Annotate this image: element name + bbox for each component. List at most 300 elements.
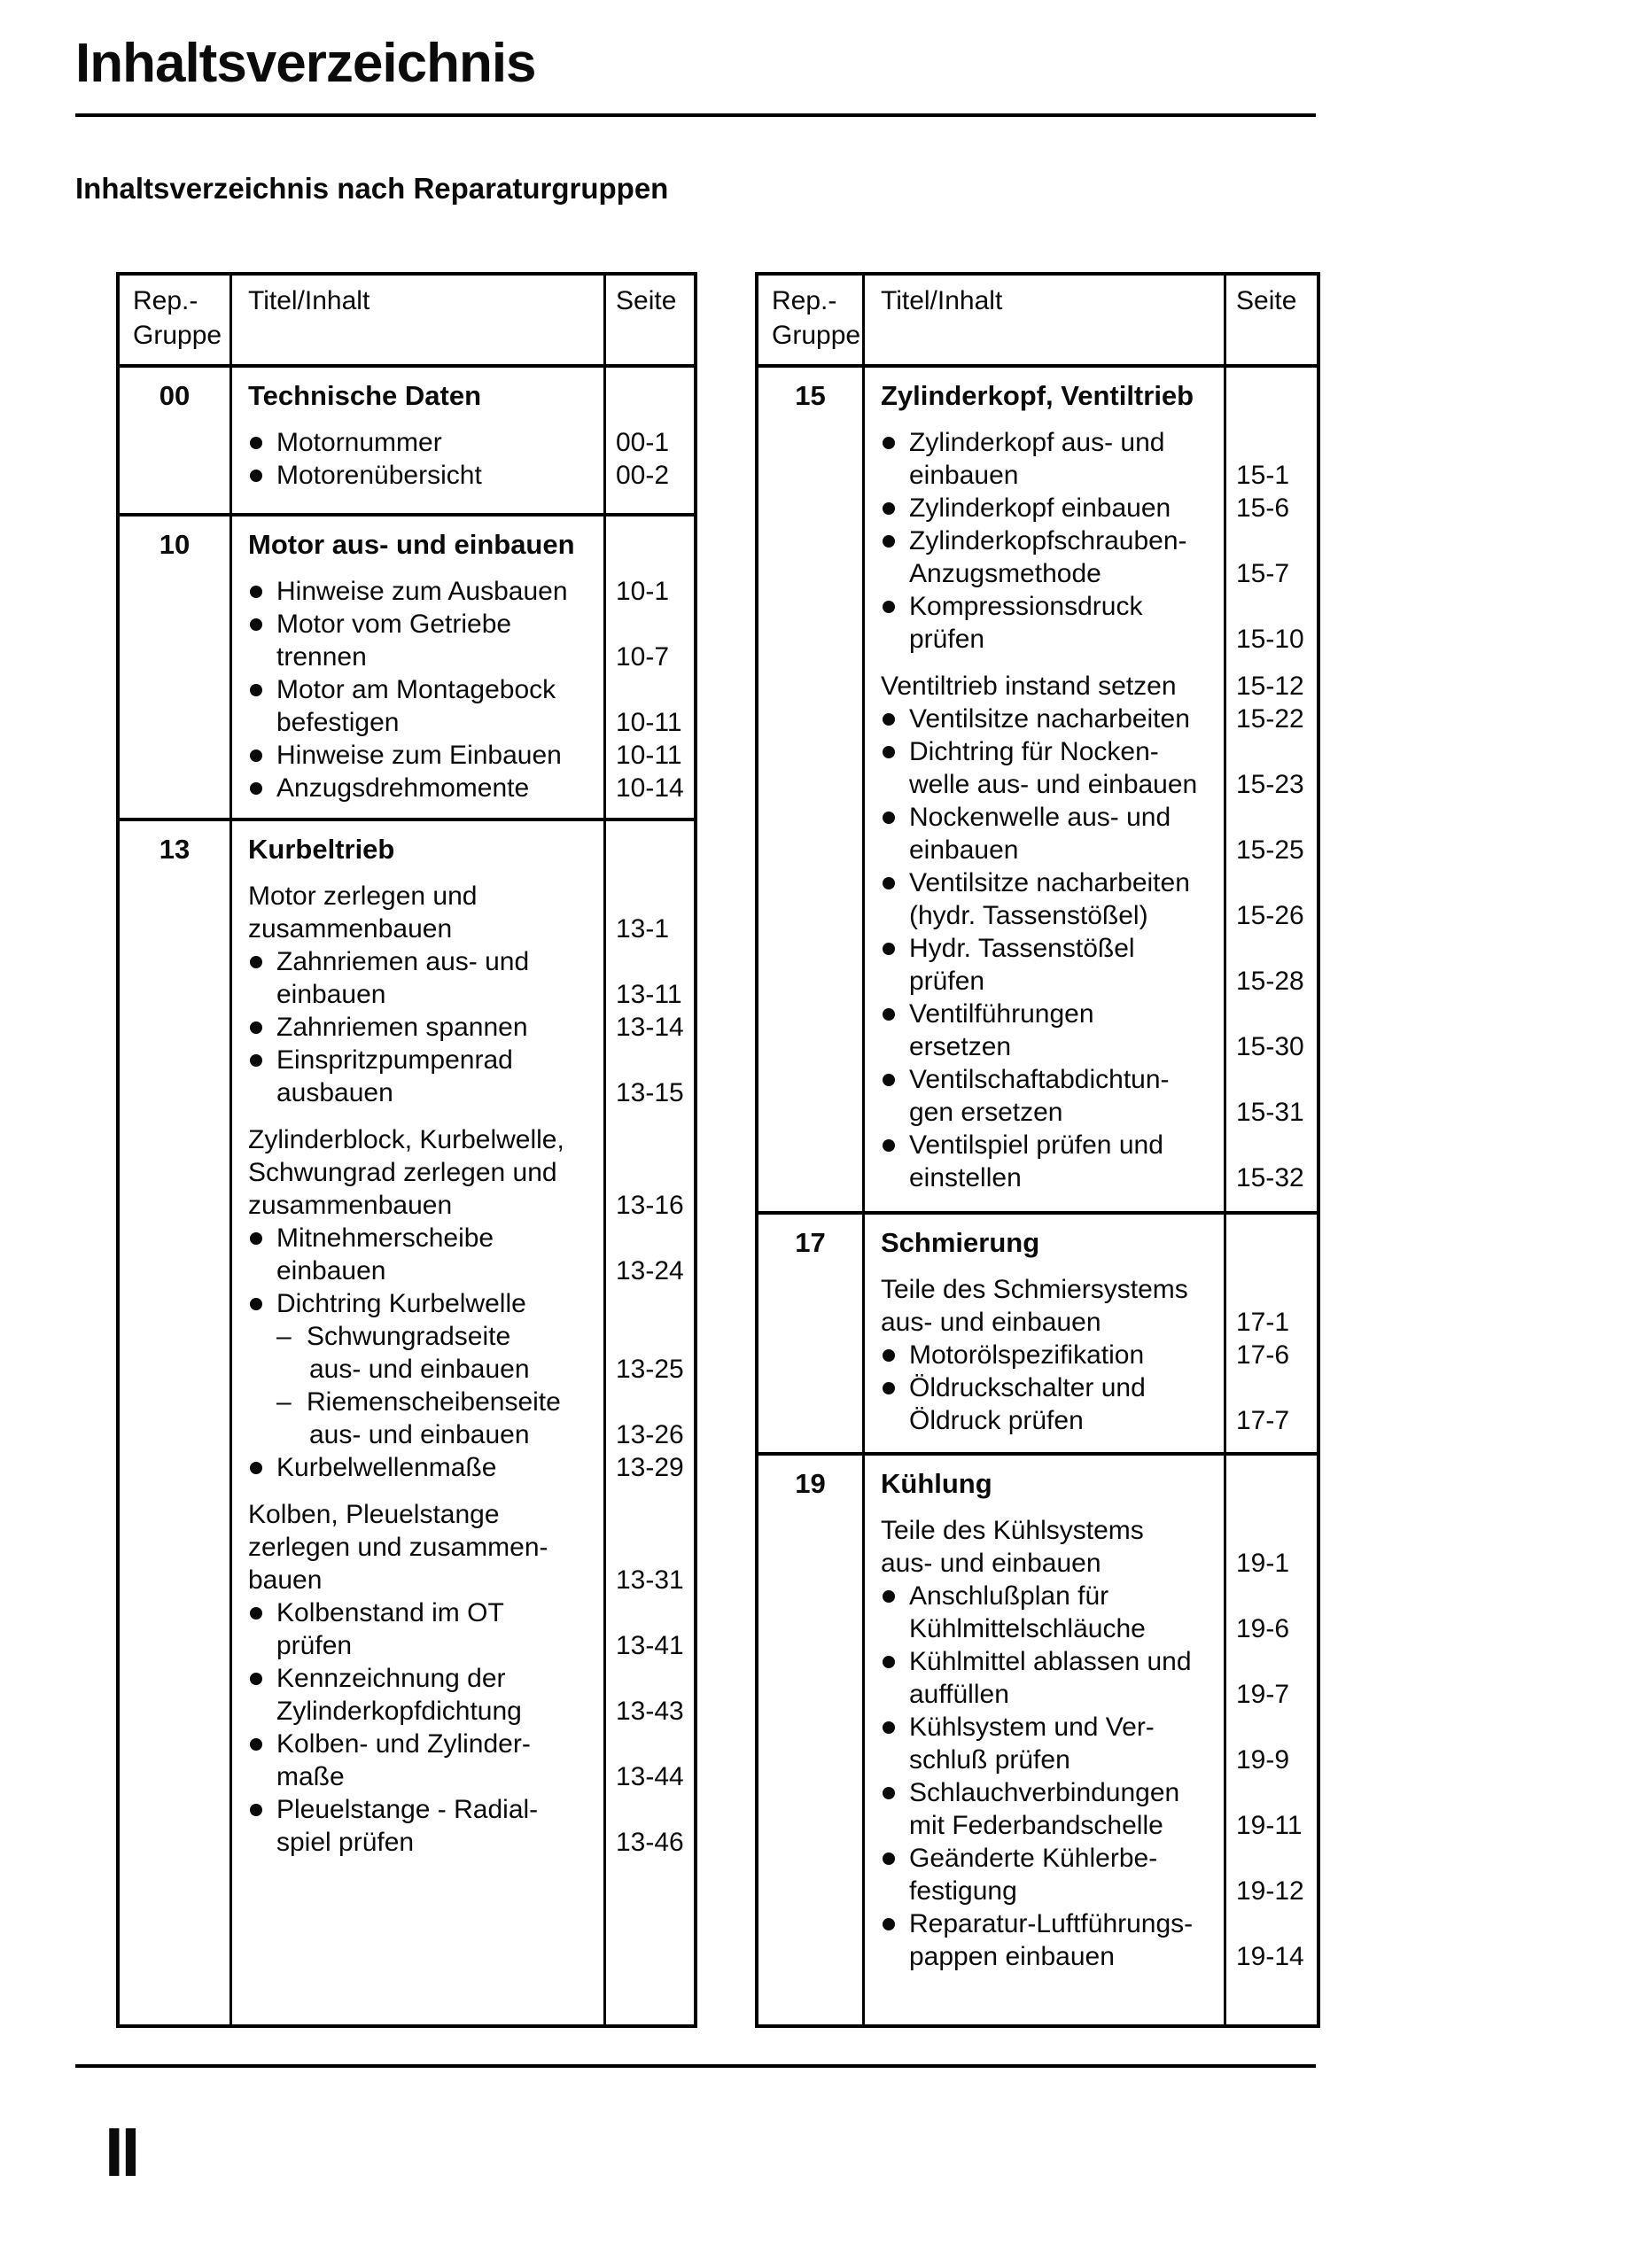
- toc-row: [232, 1287, 694, 1320]
- bullet-entry-text: Ventilspiel prüfen und: [865, 1129, 1226, 1161]
- section-group-number: 15: [795, 380, 826, 411]
- toc-item: [232, 459, 694, 492]
- toc-item: [232, 1662, 694, 1728]
- toc-item: [865, 735, 1317, 801]
- toc-item: [232, 426, 694, 459]
- entry-continuation-text: ersetzen: [909, 1032, 1012, 1061]
- bullet-entry-text: Anschlußplan für: [865, 1580, 1226, 1612]
- plain-entry-text: zusammenbauen: [248, 914, 453, 944]
- page-ref: 19-7: [1236, 1680, 1290, 1709]
- section-group-number: 10: [159, 529, 191, 560]
- section-items: [232, 880, 694, 1859]
- toc-row: [232, 1564, 694, 1596]
- page-ref: 19-14: [1236, 1942, 1304, 1971]
- bullet-entry-text: Zylinderkopf aus- und: [865, 426, 1226, 459]
- section-group-number: 00: [159, 380, 191, 411]
- toc-row: [232, 945, 694, 978]
- section-title: Zylinderkopf, Ventiltrieb: [881, 380, 1194, 411]
- header-rep-gruppe: [772, 284, 860, 353]
- toc-item: [865, 703, 1317, 735]
- header-titel-inhalt: Titel/Inhalt: [881, 286, 1003, 315]
- entry-continuation-text: welle aus- und einbauen: [909, 770, 1198, 799]
- toc-row: [865, 1547, 1317, 1580]
- column-divider: [862, 276, 865, 2024]
- bullet-entry-text: Pleuelstange - Radial-: [232, 1793, 606, 1826]
- bullet-entry-text: Nockenwelle aus- und: [865, 801, 1226, 834]
- toc-row: [865, 1776, 1317, 1809]
- toc-row: [865, 1371, 1317, 1404]
- page-ref: [1226, 1645, 1317, 1678]
- toc-row: [865, 1678, 1317, 1711]
- toc-row: [232, 1695, 694, 1728]
- toc-item: [865, 866, 1317, 932]
- toc-section-13: [120, 818, 694, 2024]
- bullet-entry-text: Hinweise zum Einbauen: [232, 739, 606, 772]
- bullet-entry-text: Zahnriemen aus- und: [232, 945, 606, 978]
- entry-continuation-text: schluß prüfen: [909, 1745, 1070, 1775]
- toc-item: [865, 801, 1317, 866]
- toc-item: [232, 772, 694, 804]
- toc-item: [865, 590, 1317, 656]
- page-ref: 19-12: [1236, 1876, 1304, 1906]
- toc-section-19: [758, 1452, 1317, 2024]
- toc-sections-left: [120, 368, 694, 2024]
- toc-item: [865, 1907, 1317, 1973]
- page-ref: 15-12: [1236, 672, 1304, 701]
- page-number: II: [105, 2113, 138, 2191]
- toc-item: [865, 426, 1317, 492]
- section-title: Technische Daten: [248, 380, 482, 411]
- toc-row: [865, 1711, 1317, 1744]
- page-ref: 15-10: [1236, 625, 1304, 654]
- entry-continuation-text: aus- und einbauen: [309, 1355, 530, 1384]
- toc-row: [865, 899, 1317, 932]
- bullet-entry-text: Schlauchverbindungen: [865, 1776, 1226, 1809]
- bullet-entry-text: Kolbenstand im OT: [232, 1596, 606, 1629]
- toc-item: [232, 1011, 694, 1044]
- toc-row: [865, 703, 1317, 735]
- entry-continuation-text: gen ersetzen: [909, 1098, 1063, 1127]
- toc-row: [865, 834, 1317, 866]
- page-ref: 13-14: [616, 1013, 684, 1042]
- toc-row: [865, 670, 1317, 703]
- toc-row: [865, 557, 1317, 590]
- page-ref: [1226, 524, 1317, 557]
- page-ref: [606, 1222, 694, 1254]
- bullet-entry-text: Kompressionsdruck: [865, 590, 1226, 623]
- bullet-entry-text: Hydr. Tassenstößel: [865, 932, 1226, 965]
- column-divider: [1224, 276, 1226, 2024]
- page-ref: 10-11: [616, 741, 682, 770]
- header-gruppe: Gruppe: [772, 321, 861, 350]
- bullet-entry-text: Kühlsystem und Ver-: [865, 1711, 1226, 1744]
- toc-section-10: [120, 513, 694, 818]
- toc-row: [865, 1273, 1317, 1306]
- toc-item: [232, 880, 694, 945]
- toc-row: [232, 1451, 694, 1484]
- toc-item: [232, 1451, 694, 1484]
- page-ref: [606, 1596, 694, 1629]
- toc-row: [865, 1612, 1317, 1645]
- page-ref: [1226, 866, 1317, 899]
- bullet-entry-text: Dichtring für Nocken-: [865, 735, 1226, 768]
- toc-row: [232, 1044, 694, 1076]
- entry-continuation-text: spiel prüfen: [276, 1828, 415, 1857]
- toc-row: [865, 426, 1317, 459]
- toc-table-left: [116, 272, 697, 2028]
- toc-section-15: [758, 368, 1317, 1211]
- toc-item: [232, 673, 694, 739]
- page-ref: 15-1: [1236, 461, 1290, 490]
- entry-continuation-text: einstellen: [909, 1163, 1022, 1192]
- page-ref: [1226, 1842, 1317, 1875]
- section-group-number: 13: [159, 834, 191, 865]
- plain-entry-text: zusammenbauen: [248, 1191, 453, 1220]
- entry-continuation-text: prüfen: [909, 967, 985, 996]
- section-title: Kurbeltrieb: [248, 834, 395, 865]
- bullet-entry-text: Kühlmittel ablassen und: [865, 1645, 1226, 1678]
- page-ref: [606, 1793, 694, 1826]
- toc-row: [232, 673, 694, 706]
- toc-row: [865, 932, 1317, 965]
- toc-row: [232, 1596, 694, 1629]
- section-group-number: 17: [795, 1227, 826, 1258]
- page-ref: 13-46: [616, 1828, 684, 1857]
- bullet-entry-text: Geänderte Kühlerbe-: [865, 1842, 1226, 1875]
- plain-entry-text: Teile des Schmiersystems: [881, 1275, 1188, 1304]
- toc-row: [865, 1744, 1317, 1776]
- toc-item: [865, 1514, 1317, 1580]
- toc-row: [232, 1254, 694, 1287]
- page-ref: [1226, 998, 1317, 1030]
- page-ref: [606, 1386, 694, 1418]
- toc-row: [232, 459, 694, 492]
- page-ref: 13-24: [616, 1256, 684, 1285]
- page-ref: [606, 1287, 694, 1320]
- bullet-entry-text: Zylinderkopf einbauen: [865, 492, 1226, 524]
- bullet-entry-text: Ventilsitze nacharbeiten: [865, 703, 1226, 735]
- entry-continuation-text: Öldruck prüfen: [909, 1406, 1084, 1435]
- toc-item: [865, 1711, 1317, 1776]
- bullet-entry-text: Motorenübersicht: [232, 459, 606, 492]
- toc-row: [232, 1826, 694, 1859]
- entry-continuation-text: pappen einbauen: [909, 1942, 1115, 1971]
- toc-row: [865, 524, 1317, 557]
- plain-entry-text: aus- und einbauen: [881, 1549, 1101, 1578]
- header-seite: Seite: [1236, 286, 1297, 315]
- toc-row: [865, 1030, 1317, 1063]
- toc-section-00: [120, 368, 694, 513]
- table-header: [758, 276, 1317, 368]
- bullet-entry-text: Mitnehmerscheibe: [232, 1222, 606, 1254]
- section-items: [865, 1514, 1317, 1973]
- page-ref: 13-1: [616, 914, 670, 944]
- toc-row: [865, 1404, 1317, 1437]
- bullet-entry-text: Hinweise zum Ausbauen: [232, 575, 606, 608]
- page-ref: 17-1: [1236, 1308, 1290, 1337]
- toc-row: [865, 492, 1317, 524]
- entry-continuation-text: trennen: [276, 642, 367, 672]
- bullet-entry-text: Motornummer: [232, 426, 606, 459]
- page-ref: [1226, 801, 1317, 834]
- page-ref: [606, 1662, 694, 1695]
- entry-continuation-text: aus- und einbauen: [309, 1420, 530, 1449]
- toc-row: [865, 1514, 1317, 1547]
- toc-row: [232, 772, 694, 804]
- page-ref: [1226, 1063, 1317, 1096]
- bullet-entry-text: Kennzeichnung der: [232, 1662, 606, 1695]
- toc-item: [232, 739, 694, 772]
- bullet-entry-text: Ventilschaftabdichtun-: [865, 1063, 1226, 1096]
- toc-item: [865, 998, 1317, 1063]
- section-items: [865, 1273, 1317, 1437]
- page-ref: [1226, 735, 1317, 768]
- entry-continuation-text: (hydr. Tassenstößel): [909, 901, 1148, 930]
- section-title: Motor aus- und einbauen: [248, 529, 575, 560]
- section-items: [232, 426, 694, 492]
- page-ref: 15-7: [1236, 559, 1290, 588]
- toc-row: [232, 1498, 694, 1531]
- toc-item: [865, 1339, 1317, 1371]
- section-title: Schmierung: [881, 1227, 1040, 1258]
- page-ref: 15-31: [1236, 1098, 1304, 1127]
- toc-item: [232, 1287, 694, 1451]
- page-ref: [606, 673, 694, 706]
- toc-item: [865, 524, 1317, 590]
- page-ref: [1226, 1776, 1317, 1809]
- toc-row: [865, 965, 1317, 998]
- section-items: [865, 426, 1317, 1194]
- toc-row: [865, 1161, 1317, 1194]
- toc-item: [232, 1728, 694, 1793]
- toc-row: [232, 1353, 694, 1386]
- toc-item: [232, 1596, 694, 1662]
- entry-continuation-text: prüfen: [909, 625, 985, 654]
- toc-row: [865, 1063, 1317, 1096]
- entry-continuation-text: einbauen: [909, 461, 1019, 490]
- page-ref: [606, 1531, 694, 1564]
- toc-row: [232, 1222, 694, 1254]
- toc-row: [865, 1875, 1317, 1907]
- page-ref: 13-44: [616, 1762, 684, 1791]
- toc-row: [232, 1418, 694, 1451]
- toc-item: [865, 932, 1317, 998]
- page-ref: 19-11: [1236, 1811, 1303, 1840]
- entry-continuation-text: Anzugsmethode: [909, 559, 1101, 588]
- page-ref: 19-1: [1236, 1549, 1290, 1578]
- table-header: [120, 276, 694, 368]
- toc-row: [865, 1306, 1317, 1339]
- plain-entry-text: zerlegen und zusammen-: [248, 1533, 548, 1562]
- page-ref: [606, 1044, 694, 1076]
- page-ref: 13-15: [616, 1078, 684, 1107]
- toc-row: [232, 978, 694, 1011]
- toc-item: [232, 1123, 694, 1222]
- bullet-entry-text: Dichtring Kurbelwelle: [232, 1287, 606, 1320]
- bullet-entry-text: Reparatur-Luftführungs-: [865, 1907, 1226, 1940]
- bullet-entry-text: Ventilführungen: [865, 998, 1226, 1030]
- page-ref: 13-43: [616, 1697, 684, 1726]
- header-titel-inhalt: Titel/Inhalt: [248, 286, 370, 315]
- column-divider: [603, 276, 606, 2024]
- page-ref: 00-1: [616, 428, 670, 457]
- toc-row: [232, 739, 694, 772]
- bullet-entry-text: Öldruckschalter und: [865, 1371, 1226, 1404]
- page-ref: 13-26: [616, 1420, 684, 1449]
- page-ref: 13-11: [616, 980, 682, 1009]
- bullet-entry-text: Ventilsitze nacharbeiten: [865, 866, 1226, 899]
- page-ref: [606, 1156, 694, 1189]
- section-group-number: 19: [795, 1468, 826, 1499]
- toc-row: [232, 1531, 694, 1564]
- plain-entry-text: Ventiltrieb instand setzen: [881, 672, 1177, 701]
- bullet-entry-text: Zahnriemen spannen: [232, 1011, 606, 1044]
- page-ref: 00-2: [616, 461, 670, 490]
- bullet-entry-text: Anzugsdrehmomente: [232, 772, 606, 804]
- page-ref: 13-31: [616, 1565, 684, 1595]
- title-rule: [75, 113, 1316, 117]
- toc-row: [232, 1760, 694, 1793]
- page-ref: [1226, 1711, 1317, 1744]
- bullet-entry-text: Kolben- und Zylinder-: [232, 1728, 606, 1760]
- toc-row: [232, 1011, 694, 1044]
- toc-item: [232, 1793, 694, 1859]
- page-ref: 13-25: [616, 1355, 684, 1384]
- toc-row: [232, 1123, 694, 1156]
- page-ref: [606, 945, 694, 978]
- page-ref: [606, 608, 694, 641]
- section-items: [232, 575, 694, 804]
- toc-table-right: [755, 272, 1320, 2028]
- page-ref: [606, 1498, 694, 1531]
- toc-item: [232, 1044, 694, 1109]
- toc-row: [865, 998, 1317, 1030]
- toc-row: [865, 1129, 1317, 1161]
- bullet-entry-text: Motorölspezifikation: [865, 1339, 1226, 1371]
- page-ref: 15-28: [1236, 967, 1304, 996]
- bullet-entry-text: Kurbelwellenmaße: [232, 1451, 606, 1484]
- entry-continuation-text: Kühlmittelschläuche: [909, 1614, 1146, 1643]
- page-ref: [1226, 426, 1317, 459]
- toc-item: [865, 670, 1317, 703]
- page-ref: [1226, 932, 1317, 965]
- toc-row: [232, 426, 694, 459]
- toc-row: [865, 735, 1317, 768]
- toc-row: [232, 1629, 694, 1662]
- page-title: Inhaltsverzeichnis: [75, 33, 536, 94]
- page-ref: 10-7: [616, 642, 670, 672]
- plain-entry-text: Teile des Kühlsystems: [881, 1516, 1144, 1545]
- toc-row: [865, 623, 1317, 656]
- toc-row: [232, 1793, 694, 1826]
- toc-item: [865, 1645, 1317, 1711]
- toc-row: [865, 866, 1317, 899]
- toc-item: [865, 492, 1317, 524]
- entry-continuation-text: einbauen: [276, 1256, 386, 1285]
- entry-continuation-text: auffüllen: [909, 1680, 1009, 1709]
- page-ref: 10-14: [616, 773, 684, 803]
- toc-item: [865, 1776, 1317, 1842]
- entry-continuation-text: prüfen: [276, 1631, 353, 1660]
- toc-row: [865, 801, 1317, 834]
- dash-subentry-text: – Schwungradseite: [232, 1320, 606, 1353]
- toc-row: [232, 1156, 694, 1189]
- page-ref: [606, 1728, 694, 1760]
- toc-item: [865, 1371, 1317, 1437]
- plain-entry-text: aus- und einbauen: [881, 1308, 1101, 1337]
- page-ref: 17-7: [1236, 1406, 1290, 1435]
- toc-sections-right: [758, 368, 1317, 2024]
- footer-rule: [75, 2064, 1316, 2068]
- page-ref: [606, 880, 694, 913]
- page-ref: 10-1: [616, 577, 670, 606]
- page-ref: 15-22: [1236, 704, 1304, 734]
- header-seite: Seite: [616, 286, 677, 315]
- toc-row: [865, 1096, 1317, 1129]
- entry-continuation-text: festigung: [909, 1876, 1017, 1906]
- toc-row: [865, 590, 1317, 623]
- entry-continuation-text: befestigen: [276, 708, 400, 737]
- page-ref: 10-11: [616, 708, 682, 737]
- toc-row: [232, 1386, 694, 1418]
- toc-item: [232, 608, 694, 673]
- toc-row: [232, 1662, 694, 1695]
- toc-row: [865, 1809, 1317, 1842]
- page-ref: 13-41: [616, 1631, 684, 1660]
- plain-entry-text: Schwungrad zerlegen und: [248, 1158, 557, 1187]
- page-ref: 15-26: [1236, 901, 1304, 930]
- toc-row: [232, 706, 694, 739]
- toc-item: [232, 945, 694, 1011]
- header-rep: Rep.-: [133, 286, 198, 315]
- page-ref: [1226, 1514, 1317, 1547]
- page-ref: 17-6: [1236, 1340, 1290, 1370]
- dash-subentry-text: – Riemenscheibenseite: [232, 1386, 606, 1418]
- page-ref: 15-6: [1236, 493, 1290, 523]
- toc-row: [232, 1076, 694, 1109]
- page-ref: 19-9: [1236, 1745, 1290, 1775]
- page-ref: 15-25: [1236, 835, 1304, 865]
- toc-item: [865, 1129, 1317, 1194]
- header-rep: Rep.-: [772, 286, 837, 315]
- plain-entry-text: Kolben, Pleuelstange: [248, 1500, 500, 1529]
- toc-item: [232, 1498, 694, 1596]
- page-ref: 13-16: [616, 1191, 684, 1220]
- entry-continuation-text: Zylinderkopfdichtung: [276, 1697, 522, 1726]
- toc-row: [865, 1580, 1317, 1612]
- page-ref: [1226, 1129, 1317, 1161]
- page-ref: [606, 1123, 694, 1156]
- toc-row: [865, 1645, 1317, 1678]
- toc-row: [232, 608, 694, 641]
- page-ref: [1226, 1273, 1317, 1306]
- entry-continuation-text: einbauen: [909, 835, 1019, 865]
- toc-item: [865, 1273, 1317, 1339]
- toc-item: [865, 1842, 1317, 1907]
- toc-row: [865, 1907, 1317, 1940]
- page-ref: 15-32: [1236, 1163, 1304, 1192]
- toc-row: [232, 641, 694, 673]
- toc-row: [232, 1189, 694, 1222]
- plain-entry-text: Motor zerlegen und: [248, 882, 478, 911]
- page-ref: 15-23: [1236, 770, 1304, 799]
- entry-continuation-text: ausbauen: [276, 1078, 393, 1107]
- toc-row: [865, 459, 1317, 492]
- page-ref: 15-30: [1236, 1032, 1304, 1061]
- toc-item: [232, 1222, 694, 1287]
- bullet-entry-text: Zylinderkopfschrauben-: [865, 524, 1226, 557]
- bullet-entry-text: Einspritzpumpenrad: [232, 1044, 606, 1076]
